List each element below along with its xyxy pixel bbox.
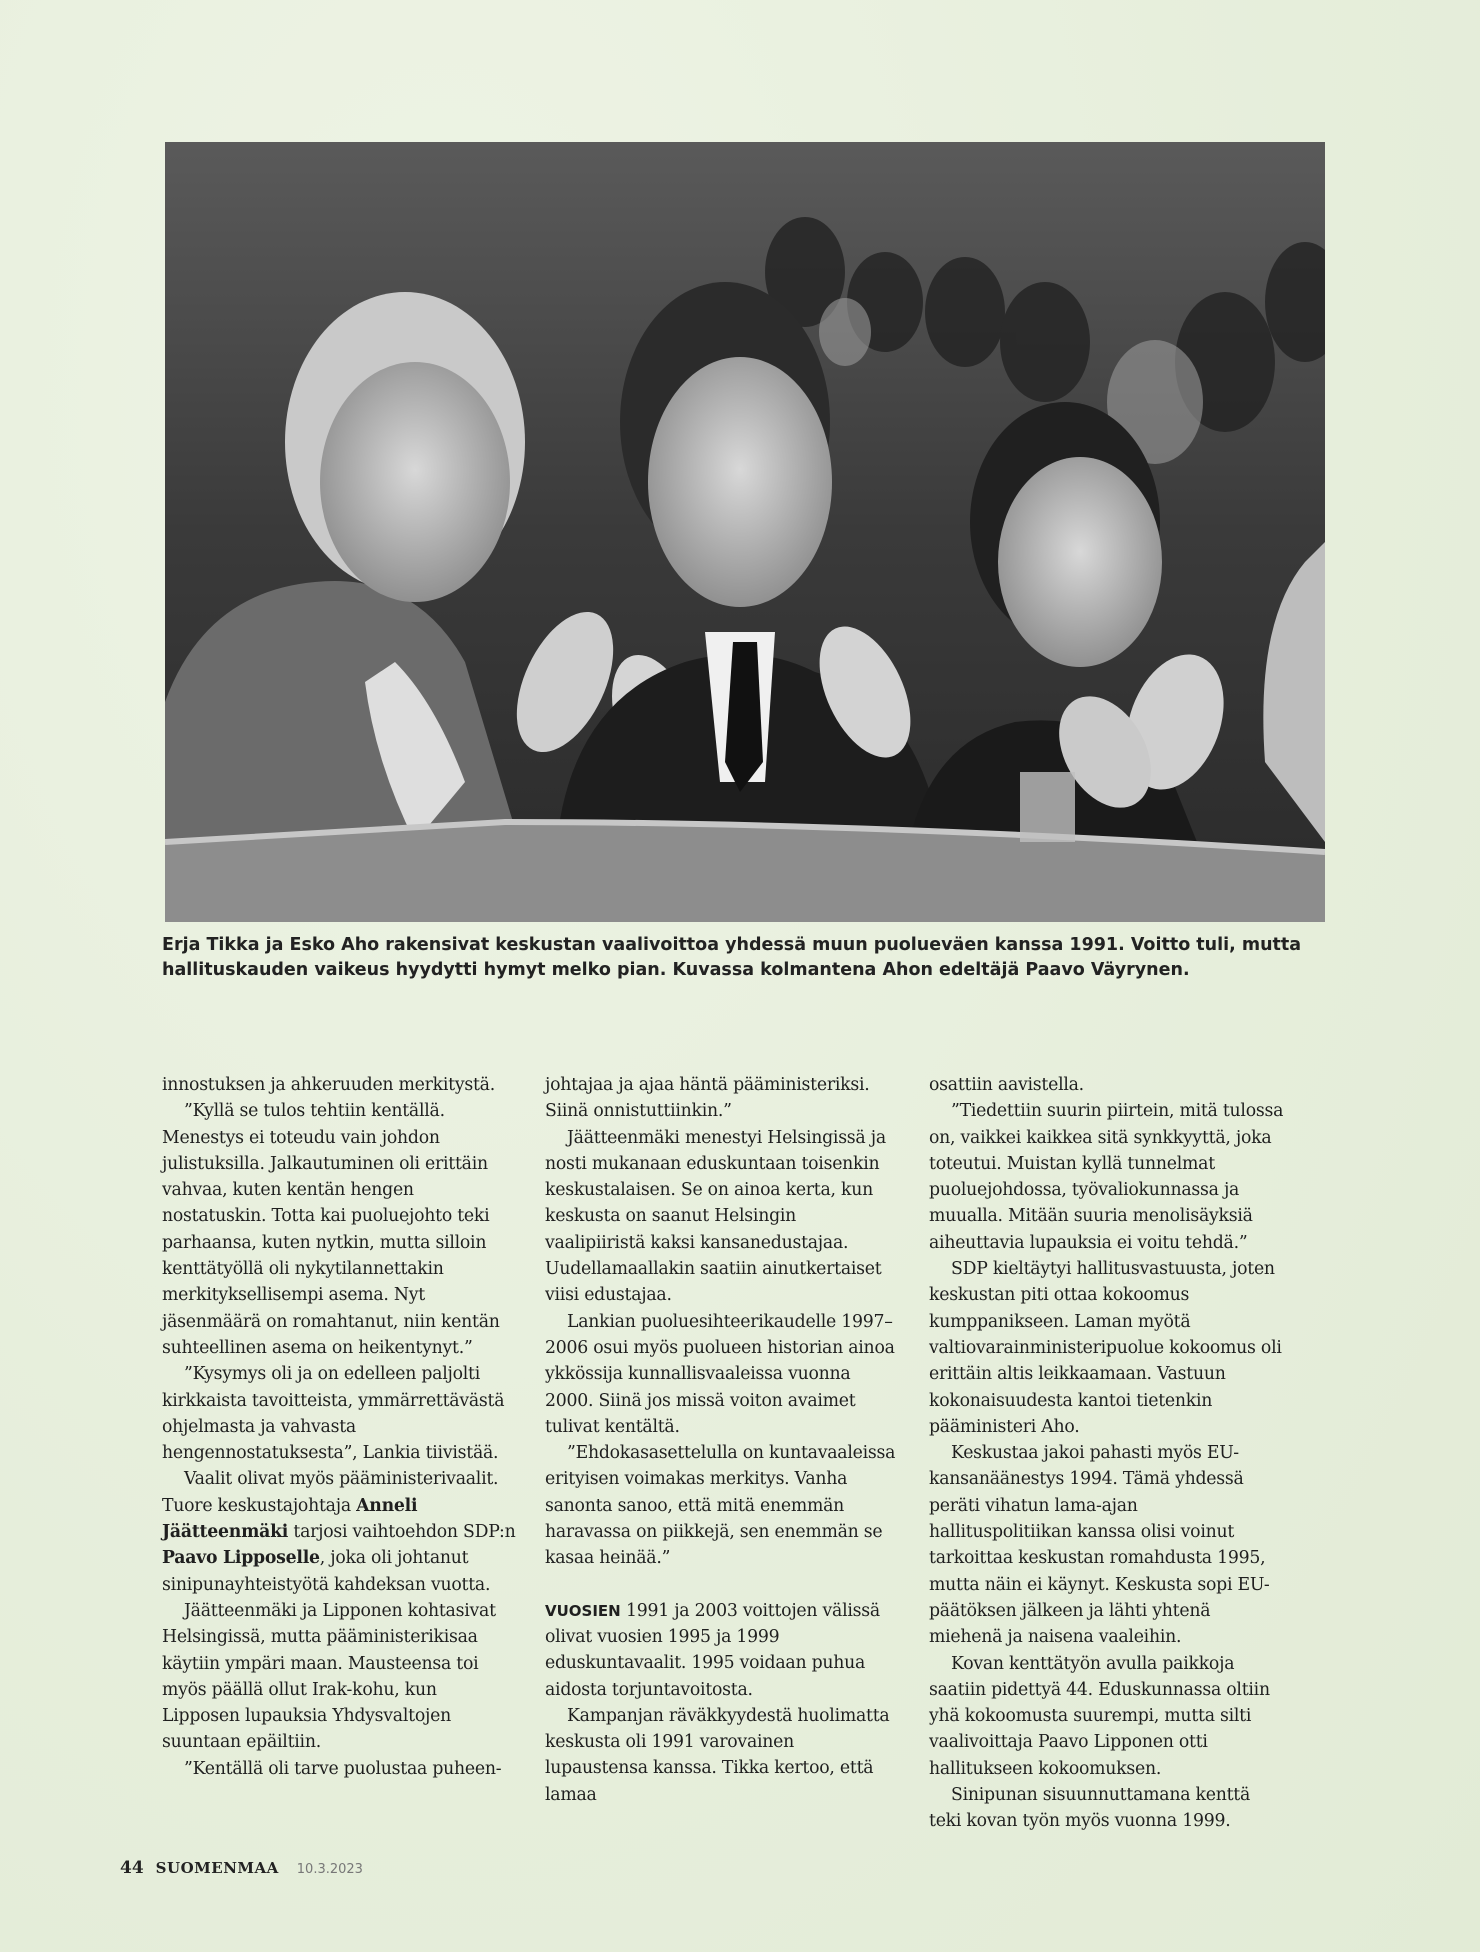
text-run: 1991 ja 2003 voittojen välissä olivat vuosien 1995 ja 1999 eduskuntavaalit. 1995 voidaan puhua aidosta torjuntavoitosta. (545, 1600, 880, 1700)
photo-caption (162, 933, 1322, 983)
text-run: tarjosi vaihtoehdon SDP:n (288, 1522, 516, 1543)
page-number: 44 (120, 1858, 144, 1878)
person-name: Paavo Lipposelle (162, 1548, 320, 1569)
article-column-3 (929, 1072, 1285, 1835)
caption-line-2: hallituskauden vaikeus hyydytti hymyt melko pian. Kuvassa kolmantena Ahon edeltäjä Paavo Väyrynen. (162, 960, 1190, 980)
page-footer (120, 1858, 363, 1878)
paragraph: ”Kysymys oli ja on edelleen paljolti kirkkaista tavoitteista, ymmärrettävästä ohjelmasta ja vahvasta hengennostatuksesta”, Lankia tiivistää. (162, 1364, 505, 1464)
issue-date: 10.3.2023 (296, 1862, 363, 1877)
text-run: Vaalit olivat myös pääministerivaalit. Tuore keskustajohtaja (162, 1469, 499, 1516)
paragraph: Sinipunan sisuunnuttamana kenttä teki kovan työn myös vuonna 1999. (929, 1785, 1251, 1832)
paragraph: ”Ehdokasasettelulla on kuntavaaleissa erityisen voimakas merkitys. Vanha sanonta sanoo, että mitä enemmän haravassa on piikkejä, sen enemmän se kasaa heinää.” (545, 1443, 896, 1569)
paragraph: Lankian puoluesihteerikaudelle 1997–2006 osui myös puolueen historian ainoa ykkössija kunnallisvaaleissa vuonna 2000. Siinä jos missä voiton avaimet tulivat kentältä. (545, 1311, 895, 1437)
section-lead: VUOSIEN (545, 1601, 621, 1620)
paragraph: johtajaa ja ajaa häntä pääministeriksi. Siinä onnistuttiinkin.” (545, 1075, 870, 1122)
paragraph: Jäätteenmäki menestyi Helsingissä ja nosti mukanaan eduskuntaan toisenkin keskustalaisen. Se on ainoa kerta, kun keskusta on saanut Helsingin vaalipiiristä kaksi kansanedustajaa. Uudellamaallakin saatiin ainutkertaiset viisi edustajaa. (545, 1127, 886, 1306)
paragraph (545, 1598, 901, 1703)
paragraph: innostuksen ja ahkeruuden merkitystä. (162, 1075, 495, 1095)
paragraph: ”Kyllä se tulos tehtiin kentällä. Menestys ei toteudu vain johdon julistuksilla. Jalkautuminen oli erittäin vahvaa, kuten kentän hengen nostatuskin. Totta kai puoluejohto teki parhaansa, kuten nytkin, mutta silloin kenttätyöllä oli nykytilannettakin merkityksellisempi asema. Nyt jäsenmäärä on romahtanut, niin kentän suhteellinen asema on heikentynyt.” (162, 1101, 500, 1358)
paragraph: Kampanjan räväkkyydestä huolimatta keskusta oli 1991 varovainen lupaustensa kanssa. Tikka kertoo, että lamaa (545, 1705, 890, 1805)
paragraph: Kovan kenttätyön avulla paikkoja saatiin pidettyä 44. Eduskunnassa oltiin yhä kokoomusta suurempi, mutta silti vaalivoittaja Paavo Lipponen otti hallitukseen kokoomuksen. (929, 1653, 1270, 1779)
paragraph: Keskustaa jakoi pahasti myös EU-kansanäänestys 1994. Tämä yhdessä peräti vihatun lama-ajan hallituspolitiikan kanssa olisi voinut tarkoittaa keskustan romahdusta 1995, mutta näin ei käynyt. Keskusta sopi EU-päätöksen jälkeen ja lähti yhtenä miehenä ja naisena vaaleihin. (929, 1443, 1270, 1648)
caption-line-1: Erja Tikka ja Esko Aho rakensivat keskustan vaalivoittoa yhdessä muun puolueväen kanssa 1991. Voitto tuli, mutta (162, 935, 1302, 955)
paragraph: Jäätteenmäki ja Lipponen kohtasivat Helsingissä, mutta pääministerikisaa käytiin ympäri maan. Mausteensa toi myös päällä ollut Irak-kohu, kun Lipposen lupauksia Yhdysvaltojen suuntaan epäiltiin. (162, 1600, 496, 1753)
magazine-name: SUOMENMAA (155, 1859, 279, 1877)
news-photo (165, 142, 1325, 922)
text-run: , joka oli johtanut sinipunayhteistyötä kahdeksan vuotta. (162, 1548, 491, 1595)
photo-illustration (165, 142, 1325, 922)
person-name: Anneli Jäätteenmäki (162, 1495, 418, 1543)
paragraph: ”Kentällä oli tarve puolustaa puheen- (184, 1758, 502, 1779)
article-column-1 (162, 1072, 518, 1782)
paragraph: osattiin aavistella. (929, 1075, 1084, 1095)
article-column-2 (545, 1072, 901, 1808)
paragraph: SDP kieltäytyi hallitusvastuusta, joten keskustan piti ottaa kokoomus kumppanikseen. Laman myötä valtiovarainministeripuolue kokoomus oli erittäin altis leikkaamaan. Vastuun kokonaisuudesta kantoi tietenkin pääministeri Aho. (929, 1259, 1282, 1437)
paragraph: ”Tiedettiin suurin piirtein, mitä tulossa on, vaikkei kaikkea sitä synkkyyttä, joka toteutui. Muistan kyllä tunnelmat puoluejohdossa, työvaliokunnassa ja muualla. Mitään suuria menolisäyksiä aiheuttavia lupauksia ei voitu tehdä.” (929, 1101, 1284, 1253)
paragraph (162, 1466, 518, 1597)
